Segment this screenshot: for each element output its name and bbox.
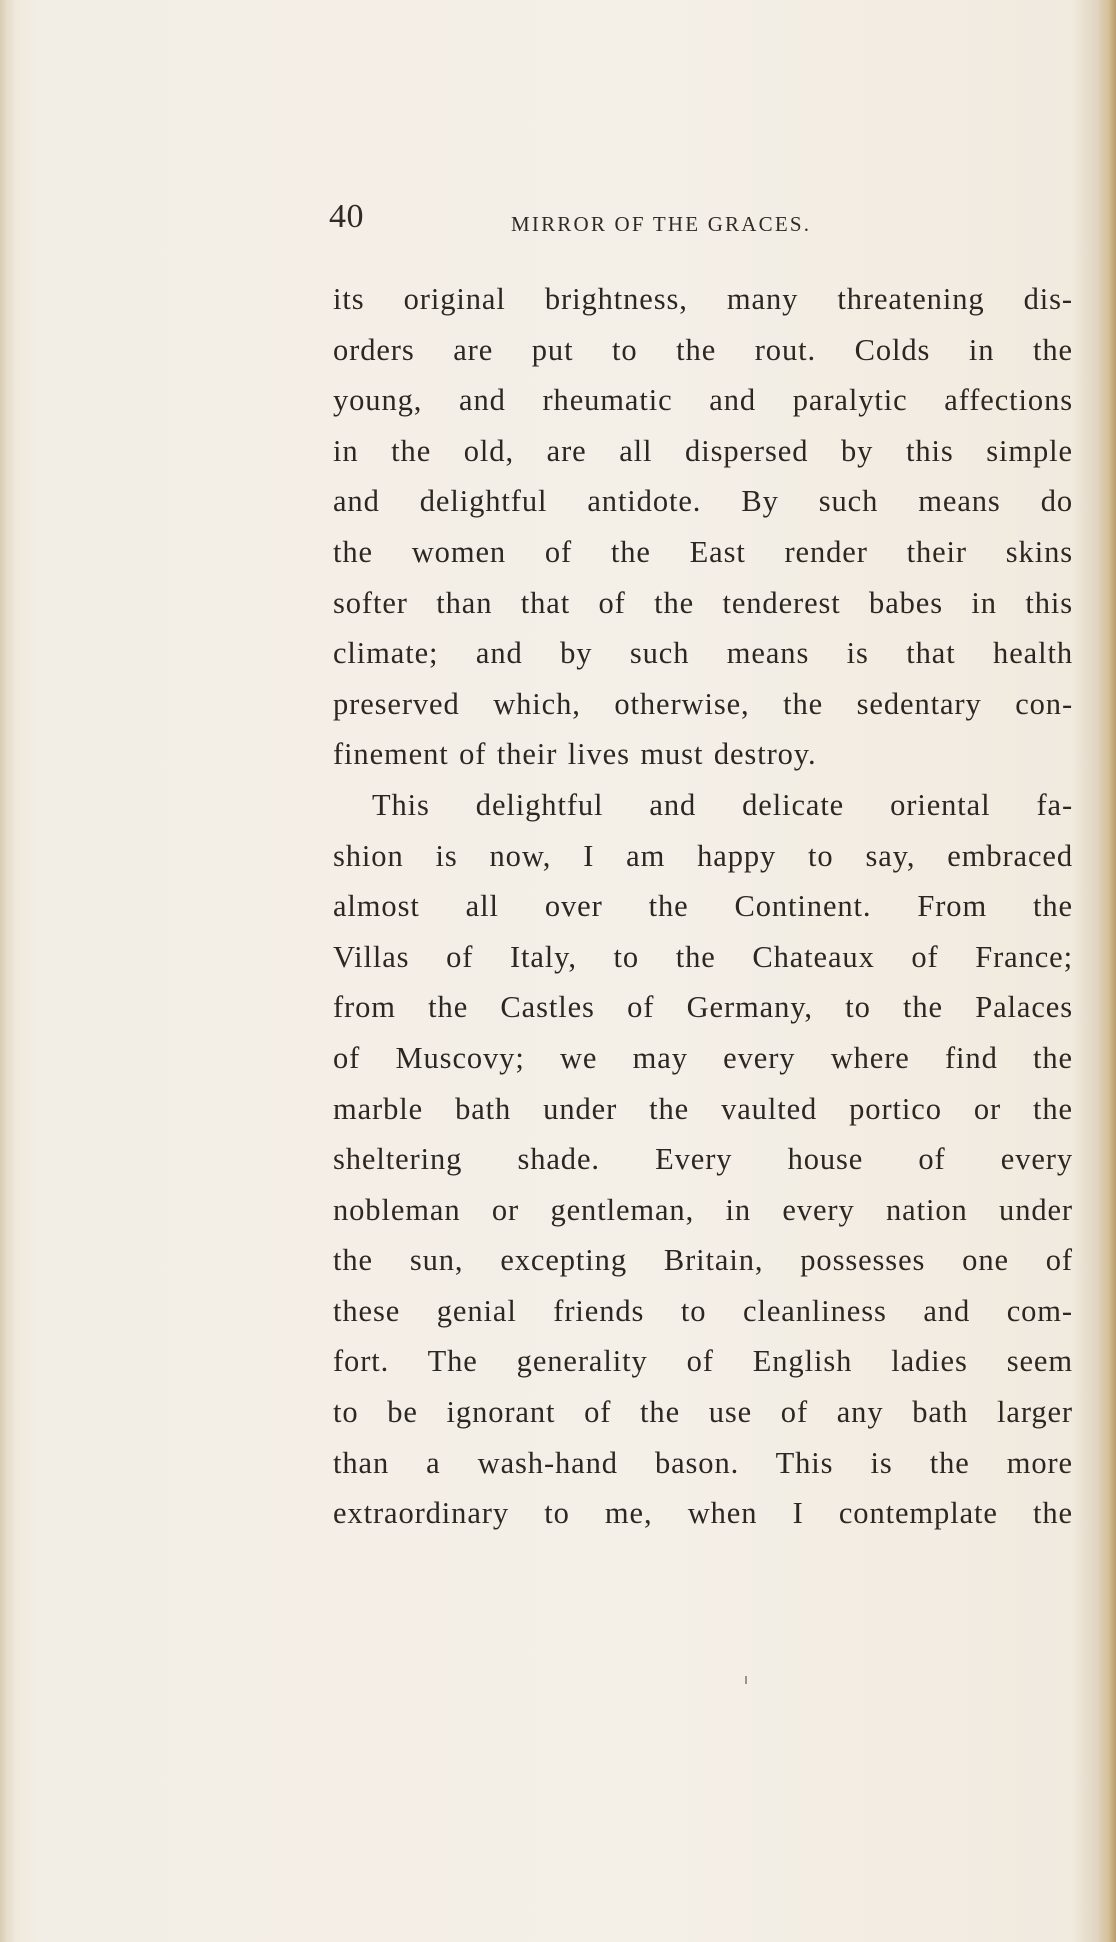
text-line: Villas of Italy, to the Chateaux of France; [333,939,1073,974]
text-line: shion is now, I am happy to say, embraced [333,838,1073,873]
text-line: than a wash-hand bason. This is the more [333,1445,1073,1480]
text-line: sheltering shade. Every house of every [333,1142,1073,1177]
text-line: softer than that of the tenderest babes in this [333,585,1073,620]
paper-speck [745,1676,747,1684]
text-line: almost all over the Continent. From the [333,889,1073,924]
running-title: MIRROR OF THE GRACES. [511,212,812,236]
text-line: young, and rheumatic and paralytic affections [333,383,1073,418]
text-line: orders are put to the rout. Colds in the [333,332,1073,367]
text-line: of Muscovy; we may every where find the [333,1040,1073,1075]
text-line: from the Castles of Germany, to the Palaces [333,990,1073,1025]
text-line: the sun, excepting Britain, possesses one of [333,1243,1073,1278]
text-line: in the old, are all dispersed by this simple [333,433,1073,468]
text-line: these genial friends to cleanliness and com- [333,1293,1073,1328]
text-line: and delightful antidote. By such means do [333,484,1073,519]
text-line: its original brightness, many threatening dis- [333,282,1073,316]
text-line: This delightful and delicate oriental fa- [372,787,1073,822]
text-line: the women of the East render their skins [333,534,1073,569]
text-line: climate; and by such means is that health [333,636,1073,671]
page-edge-shadow [1098,0,1116,1942]
text-line: to be ignorant of the use of any bath larger [333,1395,1073,1430]
text-line: marble bath under the vaulted portico or the [333,1091,1073,1126]
text-line: finement of their lives must destroy. [333,737,817,772]
page-number: 40 [329,198,364,235]
text-line: fort. The generality of English ladies seem [333,1344,1073,1379]
page-gutter-shadow [0,0,16,1942]
text-line: nobleman or gentleman, in every nation under [333,1192,1073,1227]
text-line: extraordinary to me, when I contemplate the [333,1496,1073,1531]
text-line: preserved which, otherwise, the sedentary con- [333,686,1073,721]
page-header [329,198,1081,248]
body-text [333,274,1073,1539]
